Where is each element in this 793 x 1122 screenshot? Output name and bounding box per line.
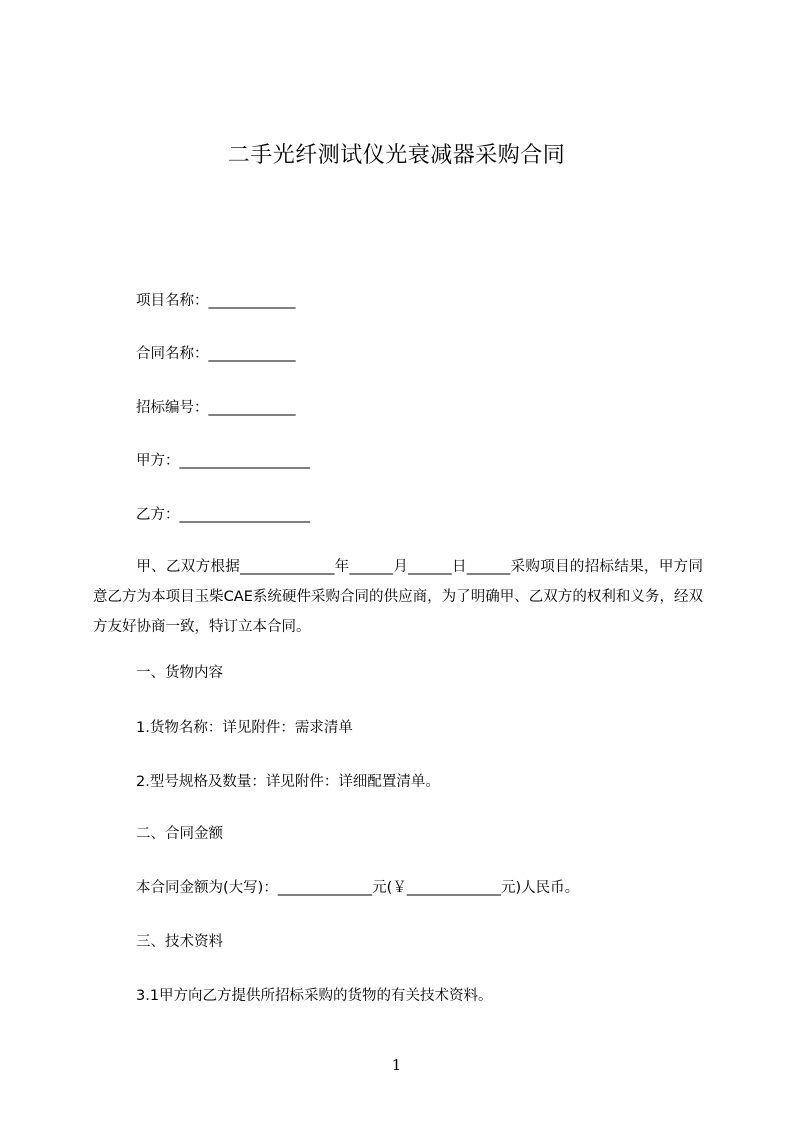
intro-paragraph [93,552,703,642]
tech-data-item: 3.1甲方向乙方提供所招标采购的货物的有关技术资料。 [136,988,493,1004]
field-tender-number: 招标编号：____________ [136,400,296,416]
section-heading-goods: 一、货物内容 [136,665,223,681]
field-party-b: 乙方：__________________ [136,507,310,523]
section-heading-tech: 三、技术资料 [136,934,223,950]
document-title: 二手光纤测试仪光衰减器采购合同 [227,143,566,168]
goods-spec-item: 2.型号规格及数量：详见附件：详细配置清单。 [136,774,440,790]
intro-paragraph-text: 甲、乙双方根据_____________年______月______日______采购项目的招标结果，甲方同意乙方为本项目玉柴CAE系统硬件采购合同的供应商，为了明确甲、乙双方的权利和义务，经双方友好协商一致，特订立本合同。 [93,559,703,635]
section-heading-amount: 二、合同金额 [136,826,223,842]
contract-amount-line: 本合同金额为(大写)：_____________元(￥_____________元)人民币。 [136,880,580,896]
field-contract-name: 合同名称：____________ [136,346,296,362]
page-number: 1 [391,1056,402,1074]
goods-name-item: 1.货物名称：详见附件：需求清单 [136,720,353,736]
field-party-a: 甲方：__________________ [136,453,310,469]
field-project-name: 项目名称：____________ [136,293,296,309]
